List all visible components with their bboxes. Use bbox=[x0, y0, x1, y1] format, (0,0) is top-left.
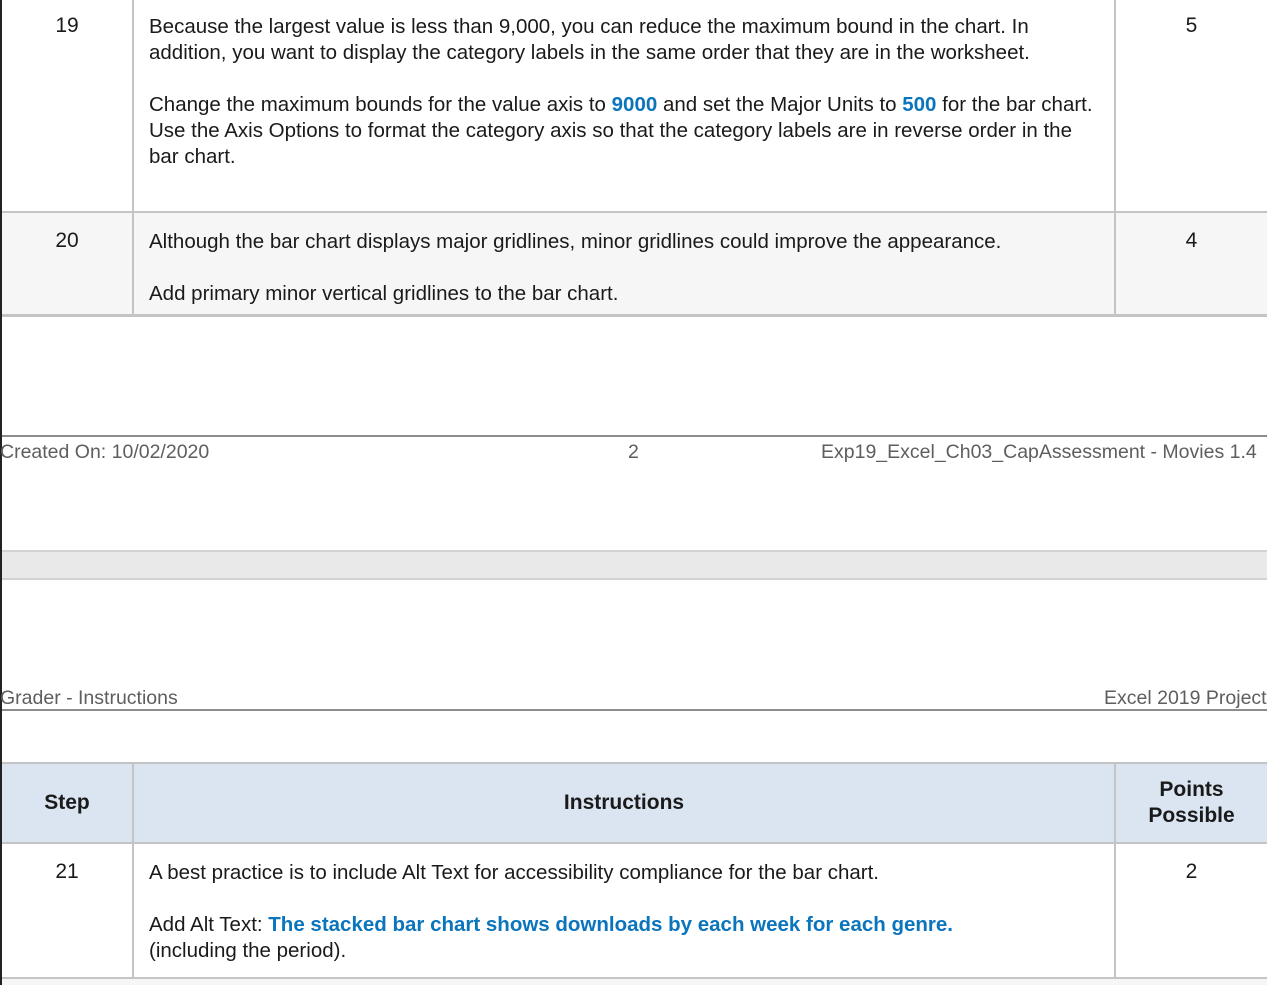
step-number: 21 bbox=[55, 860, 79, 883]
column-header-instructions: Instructions bbox=[134, 764, 1116, 842]
header-divider bbox=[2, 709, 1267, 711]
instruction-text: Add Alt Text: bbox=[149, 913, 269, 936]
next-row-edge bbox=[2, 979, 1267, 985]
instruction-paragraph: A best practice is to include Alt Text for accessibility compliance for the bar chart. bbox=[149, 861, 879, 884]
table-row bbox=[2, 844, 1267, 979]
footer-file-name: Exp19_Excel_Ch03_CapAssessment - Movies 1.4 bbox=[821, 441, 1257, 463]
instruction-text: (including the period). bbox=[149, 939, 347, 962]
instruction-paragraph: Because the largest value is less than 9,000, you can reduce the maximum bound in the chart. In addition, you want to display the category labels in the same order that they are in the worksheet. bbox=[149, 15, 1030, 64]
instruction-paragraph bbox=[149, 912, 1102, 964]
instruction-text: for the bar chart. Use the Axis Options to format the category axis so that the category labels are in reverse order in the bar chart. bbox=[149, 93, 1093, 168]
points-value: 4 bbox=[1185, 229, 1198, 252]
instruction-text: Change the maximum bounds for the value axis to bbox=[149, 93, 612, 116]
header-right-title: Excel 2019 Project bbox=[1104, 687, 1267, 709]
instructions-cell bbox=[134, 213, 1116, 314]
highlight-value: 9000 bbox=[611, 93, 658, 116]
instruction-paragraph: Although the bar chart displays major gridlines, minor gridlines could improve the appearance. bbox=[149, 230, 1002, 253]
points-value: 2 bbox=[1185, 860, 1198, 883]
instruction-text: and set the Major Units to bbox=[657, 93, 903, 116]
column-header-points-label: Points Possible bbox=[1148, 778, 1235, 827]
step-cell bbox=[2, 0, 134, 211]
footer-page-number: 2 bbox=[628, 441, 639, 463]
highlight-value: 500 bbox=[902, 93, 937, 116]
footer-created-date: Created On: 10/02/2020 bbox=[0, 441, 210, 463]
step-number: 19 bbox=[55, 14, 79, 37]
instruction-paragraph bbox=[149, 92, 1102, 170]
footer-divider bbox=[2, 435, 1267, 437]
step-cell bbox=[2, 213, 134, 314]
column-header-step: Step bbox=[2, 764, 134, 842]
table-row bbox=[2, 213, 1267, 317]
alt-text-value: The stacked bar chart shows downloads by each week for each genre. bbox=[268, 913, 953, 936]
step-cell bbox=[2, 844, 134, 977]
points-cell bbox=[1116, 213, 1267, 314]
table-header bbox=[2, 762, 1267, 844]
instructions-cell bbox=[134, 0, 1116, 211]
instructions-cell bbox=[134, 844, 1116, 977]
page-break bbox=[2, 550, 1267, 580]
instruction-paragraph: Add primary minor vertical gridlines to the bar chart. bbox=[149, 282, 619, 305]
column-header-points bbox=[1116, 764, 1267, 842]
points-cell bbox=[1116, 844, 1267, 977]
points-value: 5 bbox=[1185, 14, 1198, 37]
points-cell bbox=[1116, 0, 1267, 211]
table-row bbox=[2, 0, 1267, 213]
header-left-title: Grader - Instructions bbox=[0, 687, 178, 709]
step-number: 20 bbox=[55, 229, 79, 252]
